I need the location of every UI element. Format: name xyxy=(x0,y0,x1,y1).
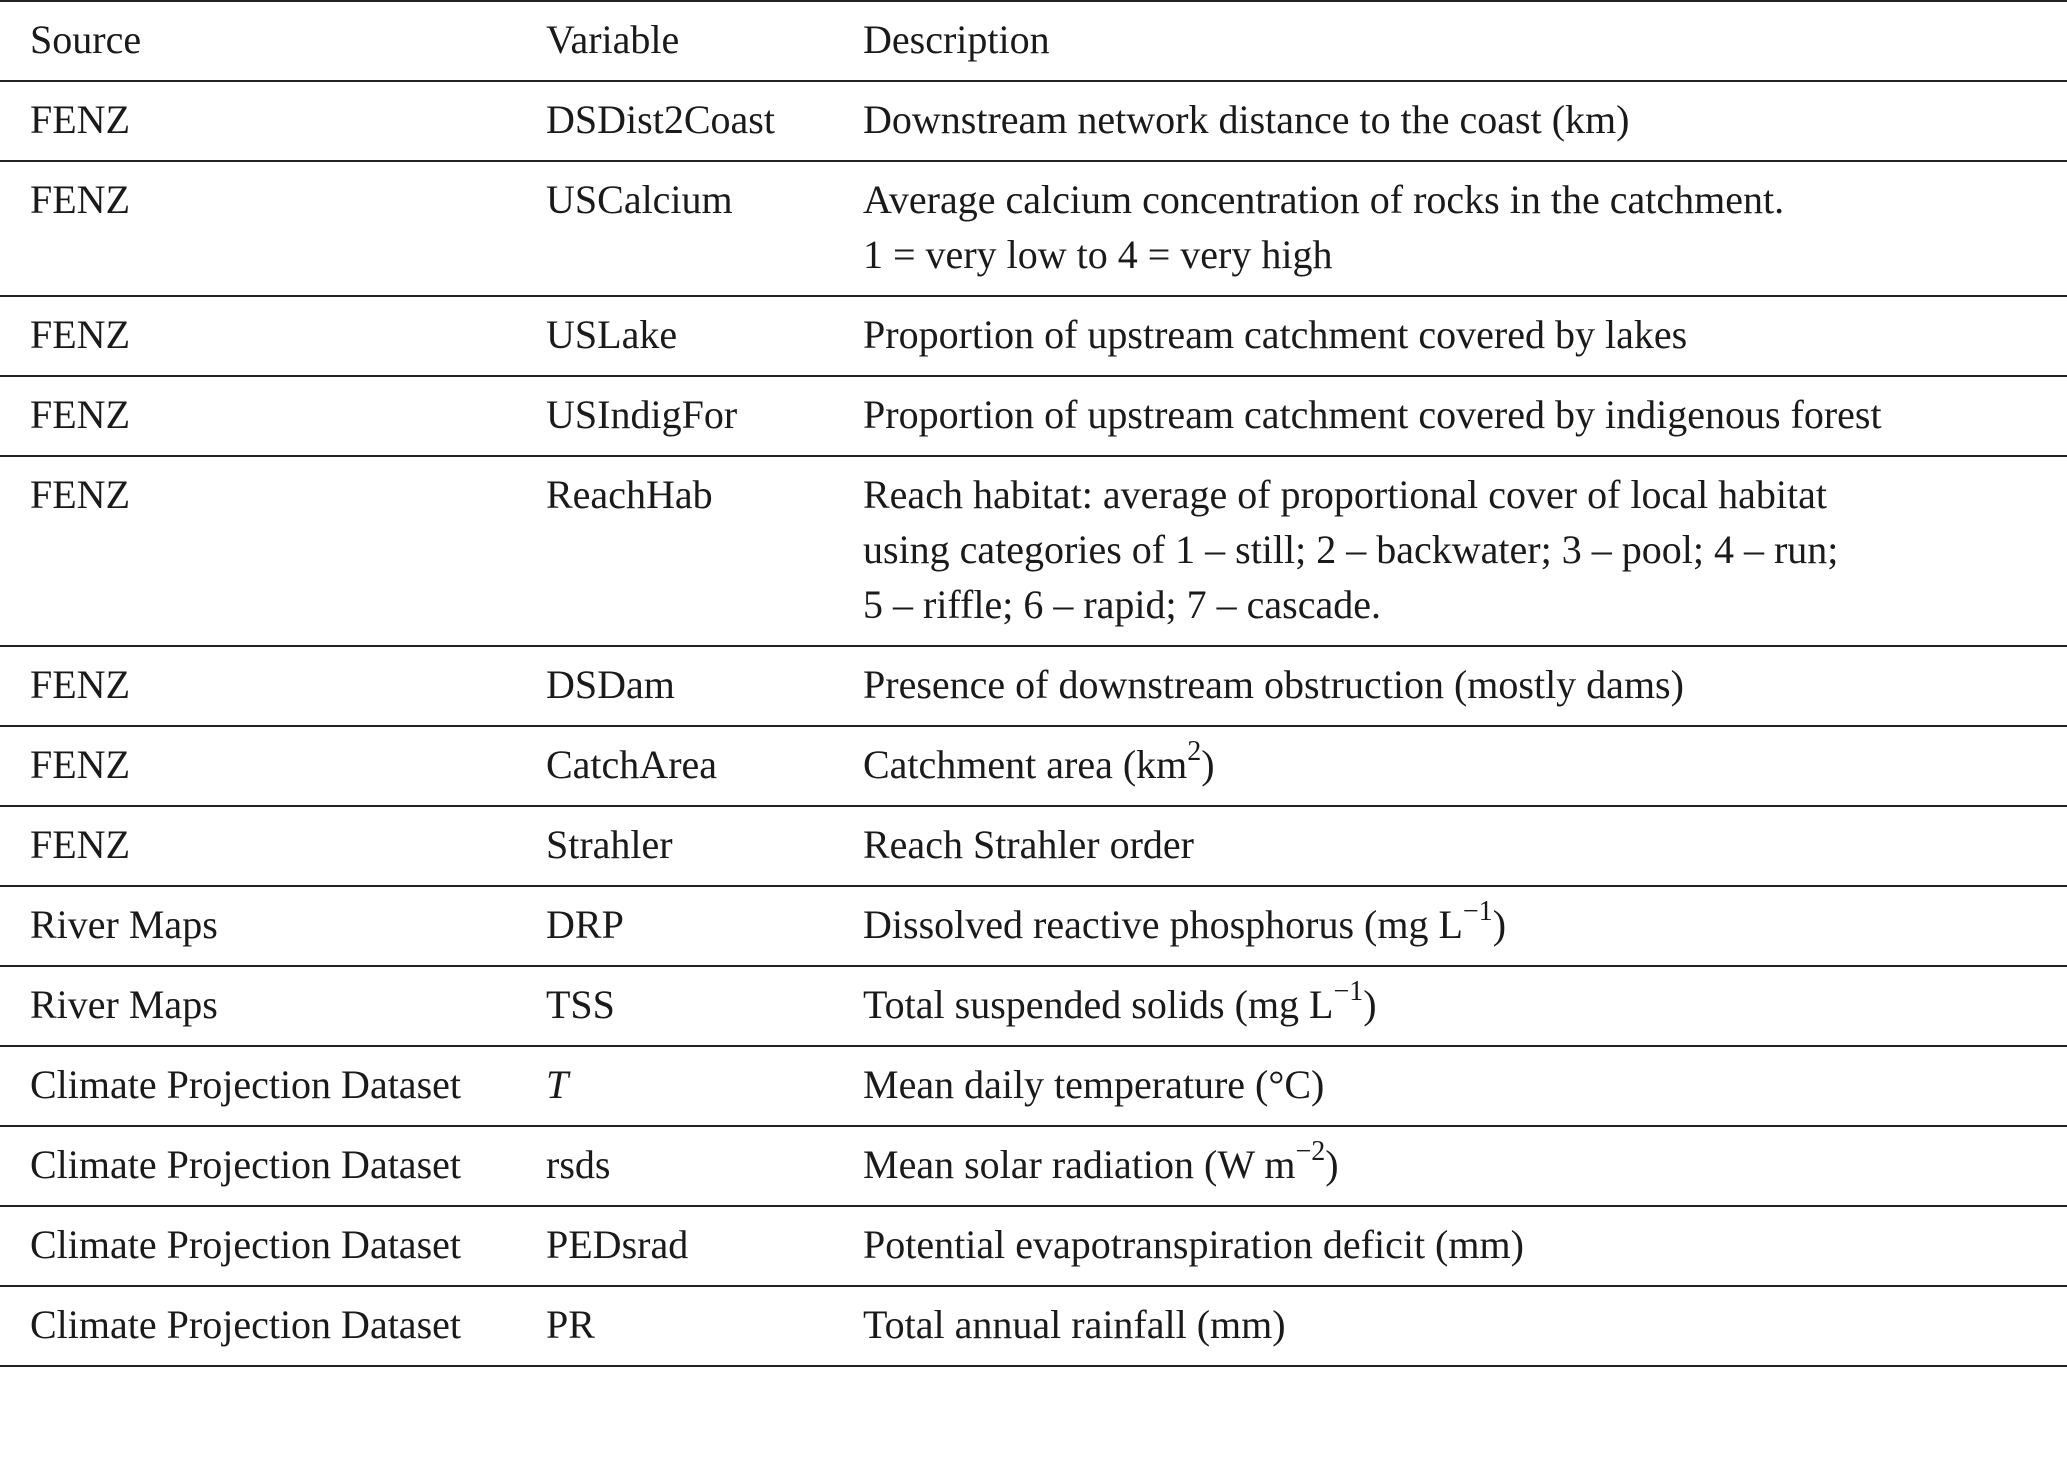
source-cell: River Maps xyxy=(0,886,546,966)
unit-exponent: −1 xyxy=(1462,895,1493,927)
table-row xyxy=(0,886,2067,966)
source-cell: FENZ xyxy=(0,646,546,726)
table-header xyxy=(0,1,2067,81)
description-cell xyxy=(863,1126,2067,1206)
description-line: Reach Strahler order xyxy=(863,822,1194,867)
table-row xyxy=(0,376,2067,456)
table-row xyxy=(0,1126,2067,1206)
table-row xyxy=(0,81,2067,161)
description-cell xyxy=(863,81,2067,161)
source-cell: FENZ xyxy=(0,161,546,296)
unit-exponent: −1 xyxy=(1333,975,1364,1007)
table-body xyxy=(0,81,2067,1366)
variable-cell: TSS xyxy=(546,966,863,1046)
description-line: Mean daily temperature (°C) xyxy=(863,1062,1325,1107)
table-row xyxy=(0,161,2067,296)
description-line: Total annual rainfall (mm) xyxy=(863,1302,1286,1347)
description-text: Mean solar radiation (W m xyxy=(863,1142,1296,1187)
unit-exponent: −2 xyxy=(1295,1135,1326,1167)
source-cell: Climate Projection Dataset xyxy=(0,1126,546,1206)
variable-cell: PR xyxy=(546,1286,863,1366)
description-suffix: ) xyxy=(1201,742,1215,787)
description-cell xyxy=(863,726,2067,806)
variable-cell: T xyxy=(546,1046,863,1126)
variable-cell: DSDam xyxy=(546,646,863,726)
source-cell: River Maps xyxy=(0,966,546,1046)
header-variable: Variable xyxy=(546,1,863,81)
description-cell xyxy=(863,646,2067,726)
table-row xyxy=(0,966,2067,1046)
variable-cell: Strahler xyxy=(546,806,863,886)
header-source: Source xyxy=(0,1,546,81)
source-cell: FENZ xyxy=(0,456,546,646)
variable-cell: rsds xyxy=(546,1126,863,1206)
description-cell xyxy=(863,966,2067,1046)
source-cell: Climate Projection Dataset xyxy=(0,1286,546,1366)
variable-cell: USCalcium xyxy=(546,161,863,296)
description-cell xyxy=(863,1206,2067,1286)
table-row xyxy=(0,1286,2067,1366)
description-line: 5 – riffle; 6 – rapid; 7 – cascade. xyxy=(863,582,1381,627)
variable-cell: DRP xyxy=(546,886,863,966)
table-row xyxy=(0,296,2067,376)
variable-cell: DSDist2Coast xyxy=(546,81,863,161)
description-cell xyxy=(863,296,2067,376)
description-cell xyxy=(863,161,2067,296)
description-line: Downstream network distance to the coast (km) xyxy=(863,97,1630,142)
table-row xyxy=(0,1046,2067,1126)
variable-cell: USLake xyxy=(546,296,863,376)
description-line: Presence of downstream obstruction (mostly dams) xyxy=(863,662,1684,707)
description-line: Proportion of upstream catchment covered by indigenous forest xyxy=(863,392,1882,437)
header-row xyxy=(0,1,2067,81)
table-row xyxy=(0,1206,2067,1286)
description-cell xyxy=(863,1046,2067,1126)
source-cell: Climate Projection Dataset xyxy=(0,1046,546,1126)
description-cell xyxy=(863,456,2067,646)
description-text: Dissolved reactive phosphorus (mg L xyxy=(863,902,1463,947)
description-line: Potential evapotranspiration deficit (mm) xyxy=(863,1222,1524,1267)
source-cell: FENZ xyxy=(0,806,546,886)
description-text: Catchment area (km xyxy=(863,742,1188,787)
source-cell: FENZ xyxy=(0,726,546,806)
source-cell: FENZ xyxy=(0,81,546,161)
description-line: 1 = very low to 4 = very high xyxy=(863,232,1333,277)
description-line: Average calcium concentration of rocks in the catchment. xyxy=(863,177,1785,222)
description-suffix: ) xyxy=(1363,982,1377,1027)
variable-cell: PEDsrad xyxy=(546,1206,863,1286)
table-row xyxy=(0,646,2067,726)
description-suffix: ) xyxy=(1492,902,1507,947)
variable-cell: CatchArea xyxy=(546,726,863,806)
description-line: using categories of 1 – still; 2 – backwater; 3 – pool; 4 – run; xyxy=(863,527,1839,572)
description-cell xyxy=(863,806,2067,886)
description-cell xyxy=(863,886,2067,966)
description-text: Total suspended solids (mg L xyxy=(863,982,1334,1027)
variable-cell: ReachHab xyxy=(546,456,863,646)
description-cell xyxy=(863,1286,2067,1366)
header-description: Description xyxy=(863,1,2067,81)
source-cell: FENZ xyxy=(0,296,546,376)
source-cell: Climate Projection Dataset xyxy=(0,1206,546,1286)
source-cell: FENZ xyxy=(0,376,546,456)
unit-exponent: 2 xyxy=(1187,735,1202,767)
table-row xyxy=(0,726,2067,806)
description-line: Reach habitat: average of proportional cover of local habitat xyxy=(863,472,1828,517)
variable-cell: USIndigFor xyxy=(546,376,863,456)
description-cell xyxy=(863,376,2067,456)
description-line: Proportion of upstream catchment covered by lakes xyxy=(863,312,1688,357)
table-row xyxy=(0,456,2067,646)
table-row xyxy=(0,806,2067,886)
description-suffix: ) xyxy=(1325,1142,1339,1187)
